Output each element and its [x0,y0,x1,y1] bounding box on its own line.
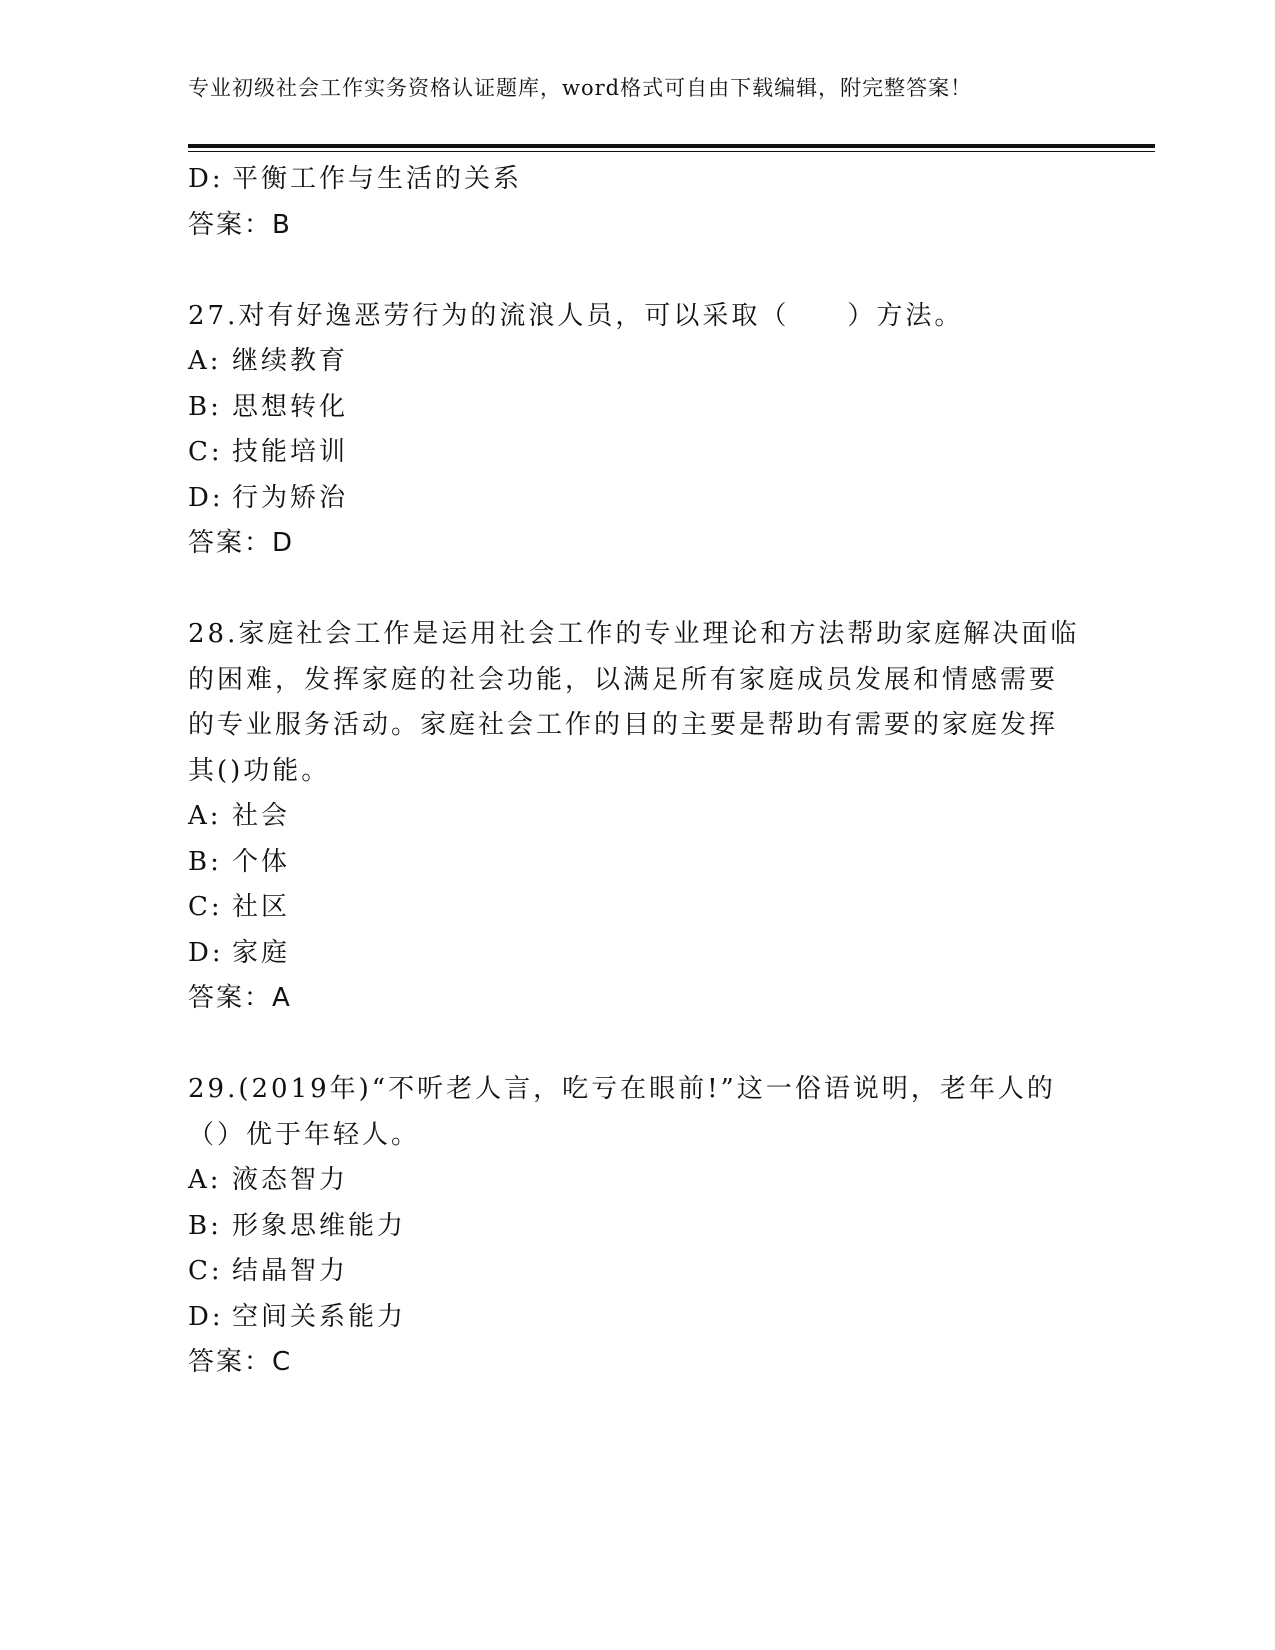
spacer [188,1022,1088,1068]
option-d [188,157,1088,203]
option-text: 空间关系能力 [232,1301,407,1332]
option-letter: B: [188,846,222,877]
option-b [188,840,1088,886]
option-a [188,339,1088,385]
option-letter: D: [188,482,224,513]
option-c [188,430,1088,476]
option-text: 技能培训 [232,437,349,467]
page-header: 专业初级社会工作实务资格认证题库，word格式可自由下载编辑，附完整答案！ [188,76,973,100]
question-content [188,157,1088,1386]
question-29 [188,1067,1088,1386]
question-stem-line: 的专业服务活动。家庭社会工作的目的主要是帮助有需要的家庭发挥 [188,710,1059,740]
answer-line: 答案：A [188,983,292,1013]
option-letter: A: [188,801,222,831]
option-letter: C: [188,1256,223,1286]
option-text: 平衡工作与生活的关系 [232,164,523,194]
question-stem-line: 的困难，发挥家庭的社会功能，以满足所有家庭成员发展和情感需要 [188,664,1059,695]
option-d [188,1295,1088,1341]
option-letter: A: [188,1165,222,1195]
option-text: 社会 [232,801,291,831]
option-a [188,794,1088,840]
question-stem: 27.对有好逸恶劳行为的流浪人员，可以采取（ ）方法。 [188,300,964,331]
option-text: 行为矫治 [232,482,349,513]
option-letter: D: [188,1301,224,1332]
option-letter: C: [188,892,223,922]
option-text: 继续教育 [232,346,349,376]
option-c [188,1249,1088,1295]
option-letter: D: [188,937,224,968]
option-d [188,476,1088,522]
question-27 [188,294,1088,567]
question-stem-line: 其()功能。 [188,755,331,786]
option-text: 家庭 [232,937,291,968]
option-b [188,1204,1088,1250]
option-b [188,385,1088,431]
option-letter: B: [188,1210,222,1241]
question-28 [188,612,1088,1022]
question-stem-line: 28.家庭社会工作是运用社会工作的专业理论和方法帮助家庭解决面临 [188,619,1080,649]
option-text: 液态智力 [232,1165,349,1195]
header-rule-thin [188,151,1155,152]
answer-line: 答案：B [188,209,292,240]
header-rule-thick [188,144,1155,148]
option-text: 形象思维能力 [232,1210,407,1241]
option-letter: B: [188,391,222,422]
option-c [188,885,1088,931]
option-letter: A: [188,346,222,376]
option-text: 思想转化 [232,391,349,422]
answer-line: 答案：C [188,1347,293,1377]
option-text: 个体 [232,846,291,877]
question-stem-line: 29.(2019年)“不听老人言，吃亏在眼前!”这一俗语说明，老年人的 [188,1074,1056,1104]
question-stem-line: （）优于年轻人。 [188,1119,421,1150]
answer-line: 答案：D [188,528,295,558]
spacer [188,248,1088,294]
option-letter: D: [188,164,224,194]
option-d [188,931,1088,977]
spacer [188,567,1088,613]
option-text: 结晶智力 [232,1256,349,1286]
option-text: 社区 [232,892,291,922]
option-letter: C: [188,437,223,467]
option-a [188,1158,1088,1204]
